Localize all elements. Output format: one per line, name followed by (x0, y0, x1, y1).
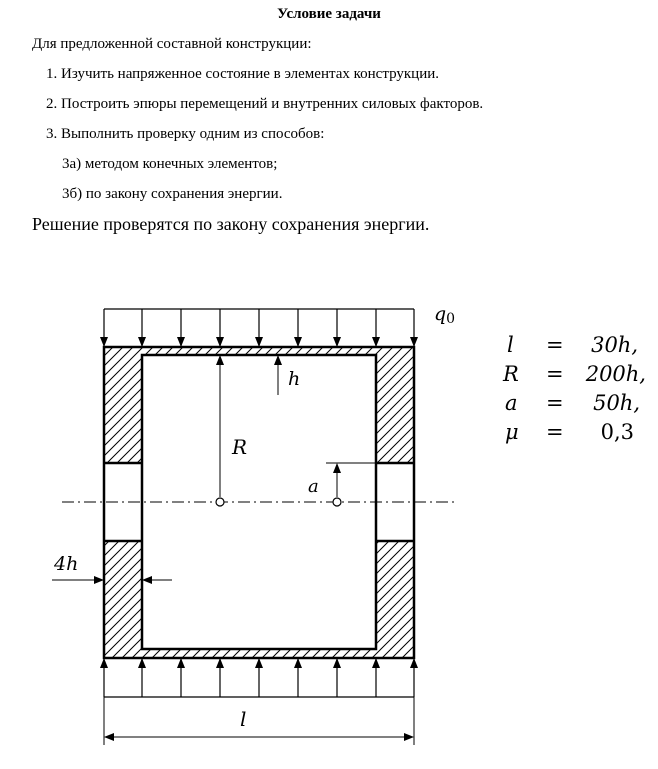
page-title: Условие задачи (277, 6, 381, 22)
param-value: 200h, (585, 362, 646, 386)
param-equals: = (546, 333, 564, 357)
task-item-1: 1. Изучить напряженное состояние в элементах конструкции. (46, 66, 440, 82)
bottom-load-arrows (104, 659, 414, 697)
top-load-arrows (104, 309, 414, 346)
center-point (216, 498, 224, 506)
param-equals: = (546, 391, 564, 415)
task-intro: Для предложенной составной конструкции: (32, 36, 312, 52)
task-item-3: 3. Выполнить проверку одним из способов: (46, 126, 325, 142)
task-item-2: 2. Построить эпюры перемещений и внутренних силовых факторов. (46, 96, 484, 112)
param-value: 50h, (593, 391, 640, 415)
param-equals: = (546, 362, 564, 386)
task-conclusion: Решение проверятся по закону сохранения энергии. (32, 214, 430, 234)
parameter-table (502, 333, 646, 444)
param-value: 0,3 (600, 420, 634, 444)
wall-thickness-label: 4h (54, 553, 79, 575)
offset-point (333, 498, 341, 506)
task-subitem-3b: 3б) по закону сохранения энергии. (62, 186, 283, 202)
thickness-label: h (288, 368, 301, 390)
structure-outline (104, 347, 414, 658)
param-symbol: l (507, 333, 514, 357)
radius-label: R (232, 435, 248, 459)
param-equals: = (546, 420, 564, 444)
offset-label: a (308, 476, 319, 497)
load-label: q0 (434, 303, 456, 327)
param-symbol: R (503, 362, 519, 386)
param-symbol: μ (505, 420, 519, 444)
hatched-walls (104, 347, 414, 658)
task-subitem-3a: 3а) методом конечных элементов; (62, 156, 278, 172)
width-label: l (240, 707, 247, 731)
param-symbol: a (505, 391, 518, 415)
param-value: 30h, (591, 333, 638, 357)
